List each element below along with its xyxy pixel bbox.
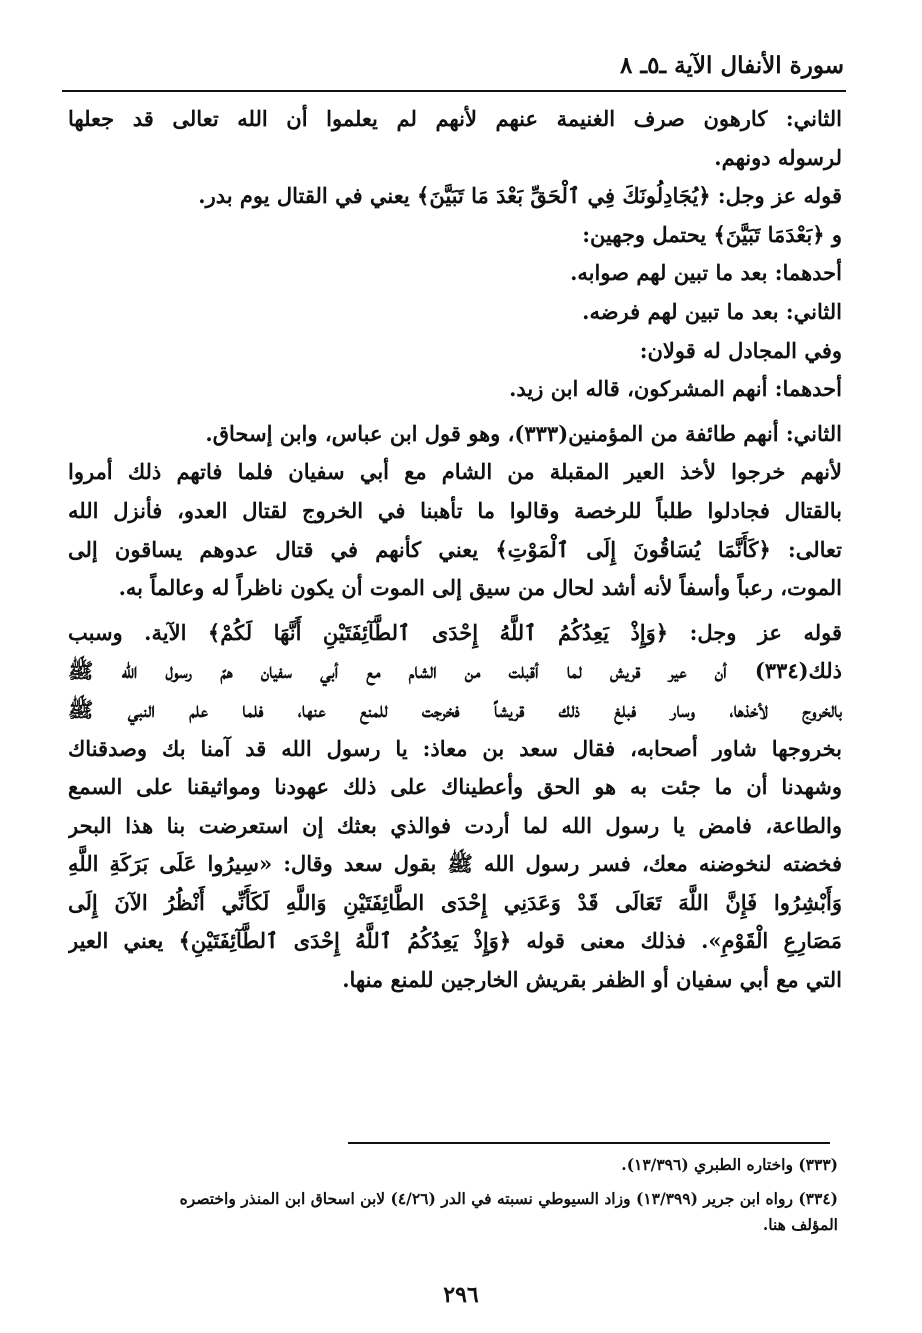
text-line: بخروجها شاور أصحابه، فقال سعد بن معاذ: يا رسول الله قد آمنا بك وصدقناك bbox=[68, 735, 842, 761]
text-line: ذلك(٣٣٤) أن عير قريش لما أقبلت من الشام مع أبي سفيان همّ رسول الله ﷺ bbox=[68, 658, 842, 684]
text-line: تعالى: ﴿كَأَنَّمَا يُسَاقُونَ إِلَى ٱلْمَوْتِ﴾ يعني كأنهم في قتال عدوهم يساقون إلى bbox=[68, 536, 842, 562]
text-line: مَصَارِعِ الْقَوْمِ». فذلك معنى قوله ﴿وَإِذْ يَعِدُكُمُ ٱللَّهُ إِحْدَى ٱلطَّآئِفَتَيْنِ﴾ يعني العير bbox=[68, 928, 842, 954]
text-line: لأنهم خرجوا لأخذ العير المقبلة من الشام مع أبي سفيان فلما فاتهم ذلك أمروا bbox=[68, 459, 842, 485]
running-header: سورة الأنفال الآية ـ٥ـ ٨ bbox=[619, 52, 844, 79]
text-line: وشهدنا أن ما جئت به هو الحق وأعطيناك على ذلك عهودنا ومواثيقنا على السمع bbox=[68, 774, 842, 800]
text-line: الثاني: كارهون صرف الغنيمة عنهم لأنهم لم يعلموا أن الله تعالى قد جعلها bbox=[68, 106, 842, 131]
footnotes bbox=[70, 1152, 838, 1238]
text-line: بالخروج لأخذها، وسار فبلغ ذلك قريشاً فخرجت للمنع عنها، فلما علم النبي ﷺ bbox=[68, 696, 842, 722]
text-line: وَأَبْشِرُوا فَإِنَّ اللَّهَ تَعَالَى قَدْ وَعَدَنِي إِحْدَى الطَّائِفَتَيْنِ وَاللَّهِ لَكَأَنِّي أَنْظُرُ الآنَ إِلَى bbox=[68, 889, 842, 915]
footnote-rule bbox=[348, 1142, 830, 1144]
text-line: الثاني: بعد ما تبين لهم فرضه. bbox=[582, 298, 842, 324]
text-line: أحدهما: بعد ما تبين لهم صوابه. bbox=[570, 260, 842, 286]
text-line: قوله عز وجل: ﴿يُجَادِلُونَكَ فِي ٱلْحَقِّ بَعْدَ مَا تَبَيَّنَ﴾ يعني في القتال يوم بدر. bbox=[198, 183, 842, 209]
footnote: (٣٣٣) واختاره الطبري (١٣/٣٩٦). bbox=[621, 1155, 838, 1174]
text-line: التي مع أبي سفيان أو الظفر بقريش الخارجين للمنع منها. bbox=[342, 967, 842, 993]
text-line: وفي المجادل له قولان: bbox=[639, 337, 842, 363]
footnote-continuation: المؤلف هنا. bbox=[762, 1215, 838, 1234]
text-line: فخضته لنخوضنه معك، فسر رسول الله ﷺ بقول سعد وقال: «سِيرُوا عَلَى بَرَكَةِ اللَّهِ bbox=[68, 851, 842, 877]
text-line: و ﴿بَعْدَمَا تَبَيَّنَ﴾ يحتمل وجهين: bbox=[582, 221, 842, 247]
text-line: لرسوله دونهم. bbox=[714, 144, 842, 170]
page-number: ٢٩٦ bbox=[443, 1282, 479, 1308]
text-line: بالقتال فجادلوا طلباً للرخصة وقالوا ما تأهبنا في الخروج لقتال العدو، فأنزل الله bbox=[68, 497, 842, 523]
main-text bbox=[68, 100, 842, 1000]
text-line: والطاعة، فامض يا رسول الله لما أردت فوالذي بعثك إن استعرضت بنا هذا البحر bbox=[68, 812, 842, 838]
header-rule bbox=[62, 90, 846, 92]
footnote: (٣٣٤) رواه ابن جرير (١٣/٣٩٩) وزاد السيوطي نسبته في الدر (٤/٢٦) لابن اسحاق ابن المنذر واختصره bbox=[179, 1189, 838, 1208]
text-line: قوله عز وجل: ﴿وَإِذْ يَعِدُكُمُ ٱللَّهُ إِحْدَى ٱلطَّآئِفَتَيْنِ أَنَّهَا لَكُمْ﴾ الآية. وسبب bbox=[68, 619, 842, 645]
text-line: الموت، رعباً وأسفاً لأنه أشد لحال من سيق إلى الموت أن يكون ناظراً له وعالماً به. bbox=[118, 575, 842, 601]
text-line: الثاني: أنهم طائفة من المؤمنين(٣٣٣)، وهو قول ابن عباس، وابن إسحاق. bbox=[205, 420, 842, 446]
text-line: أحدهما: أنهم المشركون، قاله ابن زيد. bbox=[509, 376, 842, 402]
